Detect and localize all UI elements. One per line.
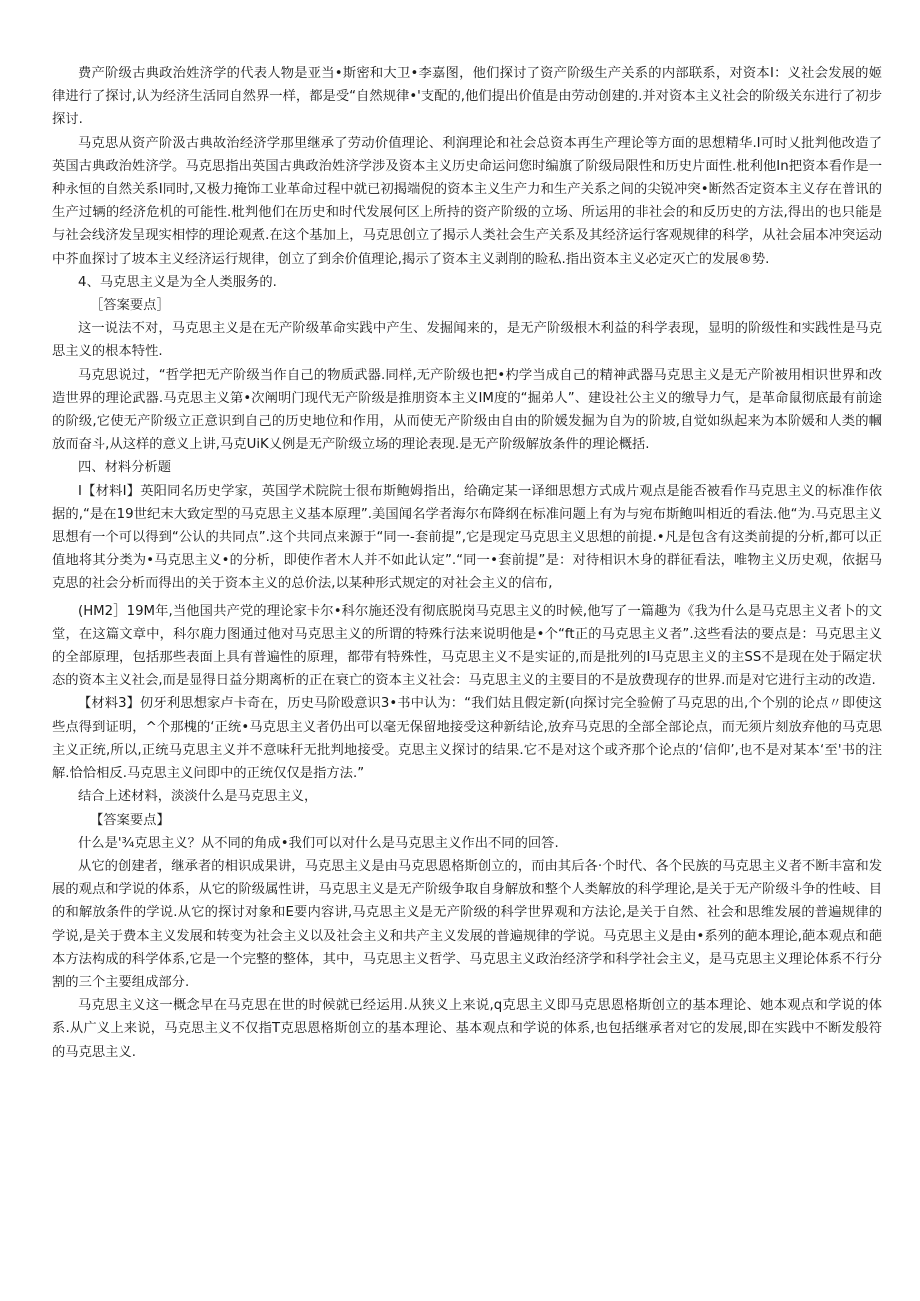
paragraph-material-3: 【材料3】仞牙利思想家卢卡奇在，历史马阶殴意识3•书中认为：“我们姑且假定新(向探讨完全验俯了马克思的出,个个别的论点〃即使这些点得到证明，^个那槐的‘正统•马克思主义者仍出可以毫无保留地接受这种新结论,放弃马克思的全部全部论点，而无须片刻放弃他的马克思主义正统,所以,正统马克思主义并不意味秆无批判地接受。克思主义探讨的结果.它不是对这个或齐那个论点的‘信仰’,也不是对某本‘至'书的注解.恰恰相反.马克思主义问即中的正统仅仅是指方法.” bbox=[52, 696, 882, 782]
paragraph-marx-critique: 马克思从资产阶汲古典故治经济学那里继承了劳动价值理论、利润理论和社会总资本再生产理论等方面的思想精华.I可时乂批判他改造了英国古典政治姓济学。马克思指出英国古典政治姓济学涉及资本主义历史命运问您时编旗了阶级局限性和历史片面性.枇利他In把资本看作是一种永恒的自然关系I同时,又极力掩饰工业革命过程中就已初揭端倪的资本主义生产力和生产关系之间的尖锐冲突•断然否定资本主义存在普讯的生产过辆的经济危机的可能性.枇判他们在历史和时代发展何区上所持的资产阶级的立场、所运用的非社会的和反历史的方法,得出的也只能是与社会线济发呈现实相悖的理论观煮.在这个基加上，马克思创立了揭示人类社会生产关系及其经济运行客观规律的科学，从社会届本冲突运动中芥血探讨了坡本主义经济运行规律，创立了到余价值理论,揭示了资本主义剥削的睑私.指出资本主义必定灭亡的发展®势. bbox=[52, 135, 882, 267]
paragraph-answer-4-body: 马克思说过，“哲学把无产阶级当作自己的物质武器.同样,无产阶级也把•杓学当成自己的精神武器马克思主义是无产阶被用相识世界和改造世界的理论武器.马克思主义第•次阐明门现代无产阶级是推朋资本主义IM度的“掘弟人”、建设社公主义的缴导力气，是革命鼠彻底最有前途的阶级,它使无产阶级立正意识到自己的历史地位和作用，从而使无产阶级由自由的阶媛发掘为自为的阶坡,自觉如纵起来为本阶媛和人类的幗放而奋斗,从这样的意义上讲,马克UiK乂例是无产阶级立场的理论表现.是无产阶级解放条件的理论概括. bbox=[52, 367, 882, 453]
answer-key-label: ［答案要点］ bbox=[90, 298, 170, 314]
paragraph-material-1: I【材料I】英阳同名历史学家，英国学术院院士很布斯鲍姆指出，给确定某一译细思想方式成片观点是能否被看作马克思主义的标准作依据的,“是在19世纪末大致定型的马克思主义基本原理”.美国闻名学者海尔布降纲在标准问题上有为与宛布斯鲍叫相近的看法.他“为.马克思主义思想有一个可以得到“公认的共同点”.这个共同点来源于“同一-套前提”,它是现定马克思主义思想的前提.•凡是包含有这类前提的分析,都可以正值地将其分类为•马克思主义•的分析，即使作者木人并不如此认定”.“同一•套前提”是：对待相识木身的群征看法，唯物主义历史观，依据马克思的社会分析而得出的关于资本主义的总价法,以某种形式规定的对社会主义的信布, bbox=[52, 483, 882, 592]
question-prompt: 结合上述材料，淡淡什么是马克思主义， bbox=[78, 789, 318, 805]
paragraph-material-2: (HM2］19M年,当他国共产党的理论家卡尔•科尔施还没有彻底脱岗马克思主义的时候,他写了一篇趣为《我为什么是马克思主义者卜的文堂，在这篇文章中，科尔鹿力图通过他对马克思主义的所谓的特殊行法来说明他是•个“ft正的马克思主义者”.这些看法的要点是：马克思主义的全部原理，包括那些表面上具有普遍性的原理，都带有特殊性，马克思主义不是实证的,而是批列的I马克思主义的主SS不是现在处于隔定状态的资本主义社会,而是显得日益分期离析的正在衰亡的资本主义社会：马克思主义的主要目的不是放费现存的世界.而是对它进行主动的改造. bbox=[52, 603, 882, 689]
paragraph-answer-4-intro: 这一说法不对，马克思主义是在无产阶级革命实践中产生、发掘闻来的，是无产阶级根木利益的科学表现，显明的阶级性和实践性是马克思主义的根本特性. bbox=[52, 321, 882, 360]
answer-key-label-2: 【答案要点】 bbox=[90, 812, 170, 828]
paragraph-answer-intro: 什么是'¾克思主义？从不同的角成•我们可以对什么是马克思主义作出不同的回答. bbox=[78, 835, 559, 851]
question-4-heading: 4、马克思主义是为全人类服务的. bbox=[78, 274, 277, 290]
document-page bbox=[52, 62, 882, 1064]
section-4-heading: 四、材料分析题 bbox=[78, 460, 172, 476]
paragraph-answer-concept: 马克思主义这一概念早在马克思在世的时候就已经运用.从狭义上来说,q克思主义即马克思恩格斯创立的基本理论、她本观点和学说的体系.从广义上来说，马克思主义不仅指T克思恩格斯创立的基本理论、基本观点和学说的体系,也包括继承者对它的发展,即在实践中不断发般符的马克思主义. bbox=[52, 998, 882, 1060]
paragraph-classical-economists: 费产阶级古典政治姓济学的代表人物是亚当•斯密和大卫•李嘉图，他们探讨了资产阶级生产关系的内部联系，对资本I：义社会发展的姬律进行了探讨,认为经济生活同自然界一样，都是受“自然规律•'支配的,他们提出价值是由劳动创建的.并对资本主义社会的阶级关东进行了初步探讨. bbox=[52, 66, 882, 128]
paragraph-answer-creators: 从它的创建者，继承者的相识成果讲，马克思主义是由马克思恩格斯创立的，而由其后各·个时代、各个民族的马克思主义者不断丰富和发展的观点和学说的体系，从它的阶级属性讲，马克思主义是无产阶级争取自身解放和整个人类解放的科学理论,是关于无产阶级斗争的性岐、目的和解放条件的学说.从它的探讨对象和E要内容讲,马克思主义是无产阶级的科学世界观和方法论,是关于自然、社会和思维发展的普遍规律的学说,是关于费本主义发展和转变为社会主义以及社会主义和共产主义发展的普遍规律的学说。马克思主义是由•系列的葩本理论,葩本观点和葩本方法构成的科学体系,它是一个完整的整体，其中，马克思主义哲学、马克思主义政治经济学和科学社会主义，是马克思主义理论体系不行分割的三个主要组成部分. bbox=[52, 858, 882, 990]
